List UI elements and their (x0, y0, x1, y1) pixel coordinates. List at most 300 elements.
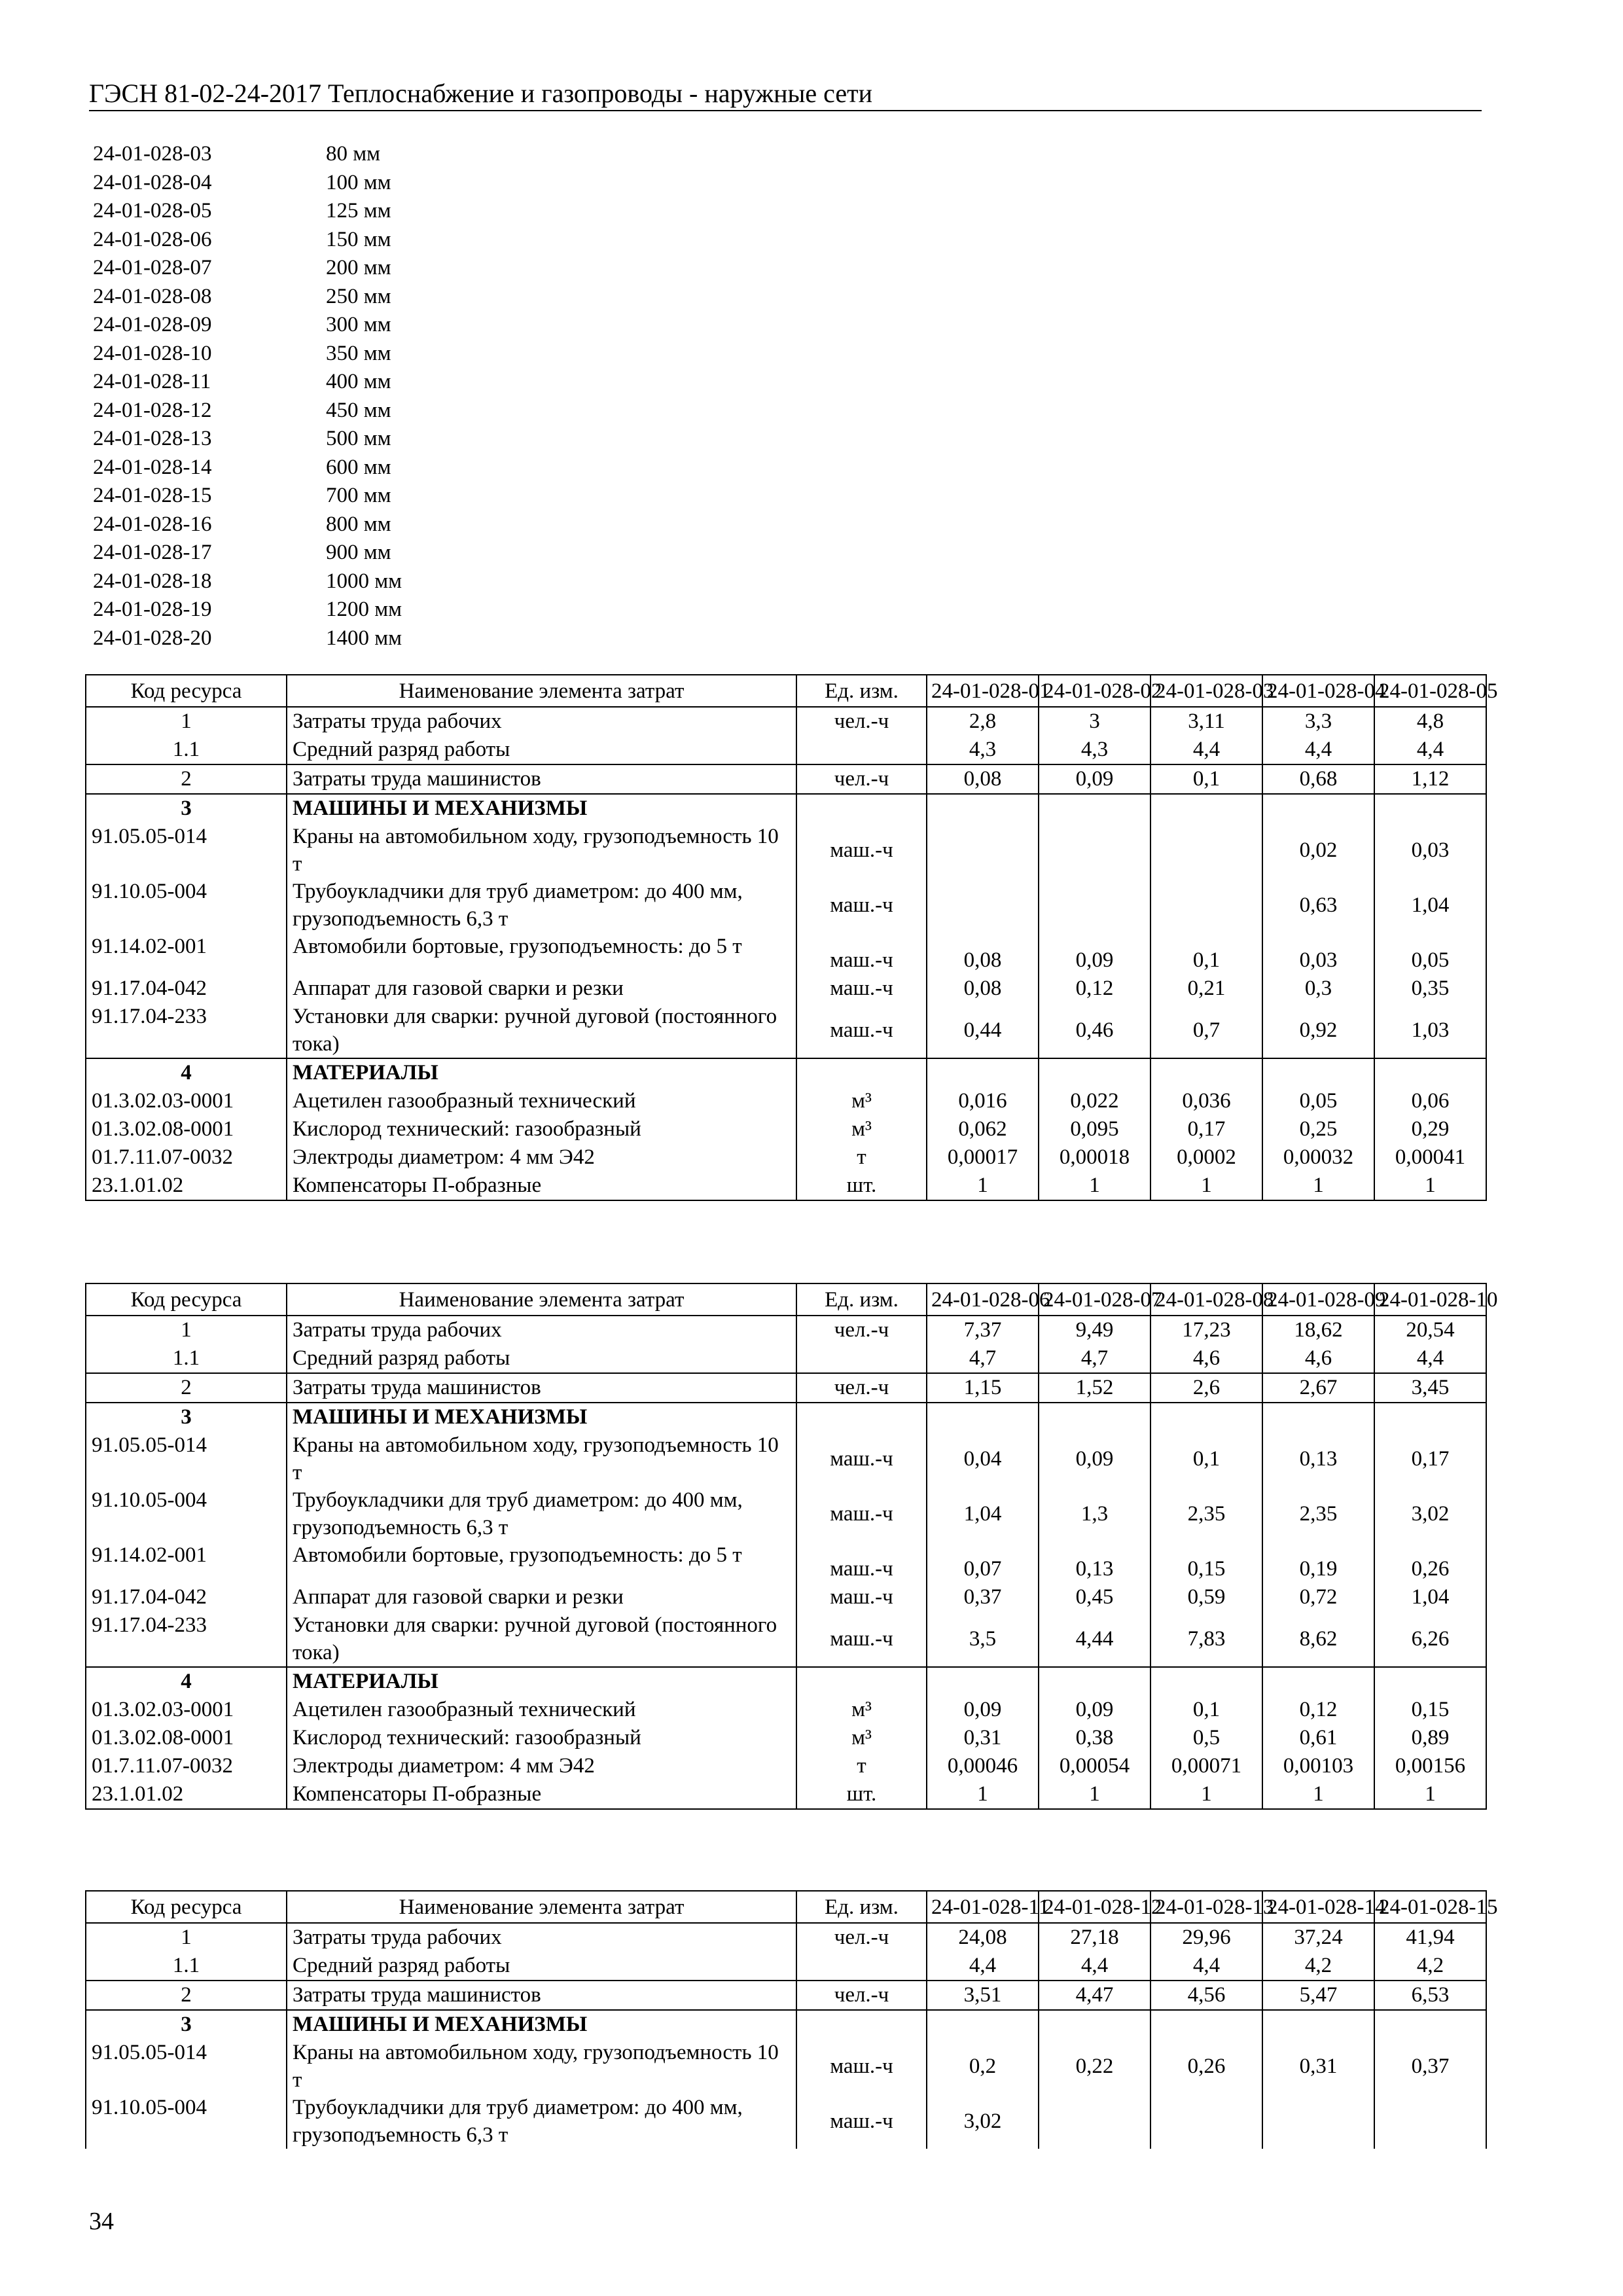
table-row (86, 1952, 1486, 1981)
value-cell: 4,8 (1374, 707, 1486, 736)
size-list-item (93, 140, 402, 169)
resource-code: 1.1 (86, 736, 287, 764)
value-cell: 0,46 (1039, 1003, 1150, 1058)
value-cell: 1,04 (1374, 878, 1486, 933)
value-cell: 0,31 (927, 1724, 1039, 1752)
table-row (86, 823, 1486, 878)
value-cell (1039, 2094, 1150, 2149)
value-cell: 4,3 (927, 736, 1039, 764)
value-cell: 0,00156 (1374, 1752, 1486, 1780)
resource-code: 1.1 (86, 1344, 287, 1373)
unit-cell: чел.-ч (796, 764, 927, 794)
value-cell (927, 823, 1039, 878)
resource-code: 91.17.04-233 (86, 1611, 287, 1667)
unit-cell (796, 2010, 927, 2039)
resource-code: 1 (86, 1316, 287, 1344)
norm-code: 24-01-028-10 (93, 341, 212, 365)
value-cell: 4,4 (1039, 1952, 1150, 1981)
value-cell: 0,1 (1150, 1696, 1262, 1724)
cost-element-name: Автомобили бортовые, грузоподъемность: до 5 т (287, 1541, 796, 1583)
pipe-diameter: 1000 мм (326, 569, 402, 593)
value-cell: 0,37 (927, 1583, 1039, 1611)
size-list-item (93, 254, 402, 283)
value-cell (927, 794, 1039, 823)
value-cell: 2,6 (1150, 1373, 1262, 1403)
value-cell: 0,26 (1150, 2039, 1262, 2094)
value-cell: 20,54 (1374, 1316, 1486, 1344)
norm-code: 24-01-028-17 (93, 541, 212, 564)
value-cell (1150, 2010, 1262, 2039)
unit-cell: чел.-ч (796, 1373, 927, 1403)
table-row (86, 1696, 1486, 1724)
value-cell: 0,72 (1262, 1583, 1374, 1611)
value-cell: 0,37 (1374, 2039, 1486, 2094)
table-row (86, 707, 1486, 736)
value-cell: 0,12 (1262, 1696, 1374, 1724)
unit-cell: т (796, 1752, 927, 1780)
table-row (86, 1058, 1486, 1087)
value-cell: 0,29 (1374, 1115, 1486, 1143)
unit-cell: маш.-ч (796, 2039, 927, 2094)
value-cell (1039, 823, 1150, 878)
value-cell: 0,1 (1150, 933, 1262, 975)
pipe-diameter: 1200 мм (326, 598, 402, 621)
pipe-diameter: 250 мм (326, 284, 391, 308)
cost-element-name: Трубоукладчики для труб диаметром: до 400 мм, грузоподъемность 6,3 т (287, 2094, 796, 2149)
value-cell: 0,062 (927, 1115, 1039, 1143)
cost-element-name: Средний разряд работы (287, 1952, 796, 1981)
col-header-norm: 24-01-028-08 (1150, 1283, 1262, 1316)
value-cell: 2,67 (1262, 1373, 1374, 1403)
resource-code: 3 (86, 794, 287, 823)
unit-cell: чел.-ч (796, 1923, 927, 1952)
table-row (86, 1780, 1486, 1809)
col-header-norm: 24-01-028-04 (1262, 675, 1374, 707)
resource-table-3 (85, 1890, 1498, 2149)
value-cell (1374, 1058, 1486, 1087)
pipe-diameter: 300 мм (326, 313, 391, 336)
col-header-code: Код ресурса (86, 1283, 287, 1316)
col-header-norm: 24-01-028-09 (1262, 1283, 1374, 1316)
size-list-item (93, 596, 402, 624)
value-cell: 0,06 (1374, 1087, 1486, 1115)
cost-element-name: Краны на автомобильном ходу, грузоподъемность 10 т (287, 823, 796, 878)
value-cell: 0,59 (1150, 1583, 1262, 1611)
cost-element-name: Средний разряд работы (287, 736, 796, 764)
resource-code: 1.1 (86, 1952, 287, 1981)
value-cell: 0,17 (1374, 1431, 1486, 1486)
size-list-item (93, 169, 402, 198)
table-row (86, 764, 1486, 794)
value-cell: 4,4 (1374, 736, 1486, 764)
value-cell (1262, 2094, 1374, 2149)
size-list-item (93, 311, 402, 340)
pipe-diameter: 600 мм (326, 455, 391, 479)
resource-code: 01.7.11.07-0032 (86, 1143, 287, 1172)
table-row (86, 2094, 1486, 2149)
value-cell: 41,94 (1374, 1923, 1486, 1952)
resource-code: 4 (86, 1058, 287, 1087)
value-cell: 0,0002 (1150, 1143, 1262, 1172)
value-cell: 7,83 (1150, 1611, 1262, 1667)
unit-cell (796, 1667, 927, 1696)
value-cell (1374, 2010, 1486, 2039)
value-cell (1039, 1667, 1150, 1696)
cost-element-name: Затраты труда рабочих (287, 1923, 796, 1952)
size-list-item (93, 340, 402, 368)
value-cell (1374, 794, 1486, 823)
value-cell: 0,63 (1262, 878, 1374, 933)
cost-element-name: Средний разряд работы (287, 1344, 796, 1373)
value-cell: 3,51 (927, 1981, 1039, 2010)
cost-element-name: Затраты труда машинистов (287, 764, 796, 794)
resource-code: 01.3.02.08-0001 (86, 1115, 287, 1143)
table-header-row (86, 1891, 1486, 1923)
table-row (86, 1115, 1486, 1143)
value-cell: 29,96 (1150, 1923, 1262, 1952)
col-header-code: Код ресурса (86, 675, 287, 707)
resource-code: 91.05.05-014 (86, 1431, 287, 1486)
cost-element-name: Краны на автомобильном ходу, грузоподъемность 10 т (287, 1431, 796, 1486)
running-header: ГЭСН 81-02-24-2017 Теплоснабжение и газопроводы - наружные сети (89, 77, 1482, 111)
unit-cell: м³ (796, 1696, 927, 1724)
cost-element-name: Кислород технический: газообразный (287, 1115, 796, 1143)
value-cell: 0,2 (927, 2039, 1039, 2094)
value-cell: 3,45 (1374, 1373, 1486, 1403)
value-cell: 6,53 (1374, 1981, 1486, 2010)
unit-cell: маш.-ч (796, 1583, 927, 1611)
value-cell: 0,00054 (1039, 1752, 1150, 1780)
value-cell: 3 (1039, 707, 1150, 736)
value-cell: 1 (1374, 1780, 1486, 1809)
resource-code: 3 (86, 2010, 287, 2039)
value-cell: 4,47 (1039, 1981, 1150, 2010)
value-cell: 4,4 (1262, 736, 1374, 764)
value-cell: 1 (1039, 1780, 1150, 1809)
cost-element-name: Ацетилен газообразный технический (287, 1087, 796, 1115)
value-cell: 0,15 (1374, 1696, 1486, 1724)
unit-cell (796, 794, 927, 823)
value-cell: 3,02 (1374, 1486, 1486, 1541)
value-cell: 4,2 (1262, 1952, 1374, 1981)
unit-cell: м³ (796, 1087, 927, 1115)
col-header-unit: Ед. изм. (796, 675, 927, 707)
norm-code: 24-01-028-07 (93, 256, 212, 279)
col-header-name: Наименование элемента затрат (287, 1891, 796, 1923)
norm-code: 24-01-028-19 (93, 598, 212, 621)
value-cell (1262, 794, 1374, 823)
resource-code: 01.7.11.07-0032 (86, 1752, 287, 1780)
value-cell (1374, 1403, 1486, 1431)
value-cell: 0,08 (927, 975, 1039, 1003)
cost-element-name: Кислород технический: газообразный (287, 1724, 796, 1752)
value-cell: 1 (927, 1780, 1039, 1809)
resource-code: 4 (86, 1667, 287, 1696)
col-header-norm: 24-01-028-07 (1039, 1283, 1150, 1316)
value-cell: 0,26 (1374, 1541, 1486, 1583)
value-cell: 0,00103 (1262, 1752, 1374, 1780)
pipe-diameter: 400 мм (326, 370, 391, 393)
value-cell: 37,24 (1262, 1923, 1374, 1952)
unit-cell: м³ (796, 1115, 927, 1143)
unit-cell: шт. (796, 1172, 927, 1200)
value-cell: 4,6 (1150, 1344, 1262, 1373)
resource-code: 23.1.01.02 (86, 1780, 287, 1809)
value-cell: 0,21 (1150, 975, 1262, 1003)
value-cell: 1,04 (1374, 1583, 1486, 1611)
value-cell: 0,61 (1262, 1724, 1374, 1752)
resource-code: 91.14.02-001 (86, 933, 287, 975)
value-cell: 0,15 (1150, 1541, 1262, 1583)
value-cell: 0,03 (1262, 933, 1374, 975)
cost-element-name: Электроды диаметром: 4 мм Э42 (287, 1143, 796, 1172)
size-list-item (93, 567, 402, 596)
value-cell: 0,12 (1039, 975, 1150, 1003)
value-cell: 0,38 (1039, 1724, 1150, 1752)
value-cell: 4,3 (1039, 736, 1150, 764)
cost-element-name: Ацетилен газообразный технический (287, 1696, 796, 1724)
unit-cell: маш.-ч (796, 1541, 927, 1583)
table-row (86, 1316, 1486, 1344)
table-row (86, 933, 1486, 975)
value-cell: 0,1 (1150, 764, 1262, 794)
cost-element-name: Краны на автомобильном ходу, грузоподъемность 10 т (287, 2039, 796, 2094)
unit-cell: маш.-ч (796, 878, 927, 933)
value-cell: 1,15 (927, 1373, 1039, 1403)
size-list-item (93, 283, 402, 312)
cost-element-name: МАШИНЫ И МЕХАНИЗМЫ (287, 2010, 796, 2039)
cost-element-name: МАТЕРИАЛЫ (287, 1667, 796, 1696)
resource-table-2 (85, 1283, 1498, 1810)
value-cell: 0,095 (1039, 1115, 1150, 1143)
value-cell: 0,03 (1374, 823, 1486, 878)
pipe-diameter: 900 мм (326, 541, 391, 564)
value-cell (927, 1667, 1039, 1696)
resource-code: 01.3.02.03-0001 (86, 1696, 287, 1724)
value-cell: 0,00041 (1374, 1143, 1486, 1172)
cost-element-name: Электроды диаметром: 4 мм Э42 (287, 1752, 796, 1780)
unit-cell: чел.-ч (796, 1316, 927, 1344)
pipe-diameter: 150 мм (326, 227, 391, 251)
value-cell (927, 878, 1039, 933)
unit-cell: т (796, 1143, 927, 1172)
value-cell (1150, 2094, 1262, 2149)
pipe-diameter: 125 мм (326, 199, 391, 223)
value-cell: 0,00018 (1039, 1143, 1150, 1172)
unit-cell: маш.-ч (796, 1611, 927, 1667)
pipe-diameter: 1400 мм (326, 626, 402, 650)
table-row (86, 1003, 1486, 1058)
value-cell: 3,3 (1262, 707, 1374, 736)
resource-code: 91.10.05-004 (86, 878, 287, 933)
unit-cell: м³ (796, 1724, 927, 1752)
cost-element-name: Компенсаторы П-образные (287, 1172, 796, 1200)
page-number: 34 (89, 2208, 114, 2235)
table-row (86, 2039, 1486, 2094)
value-cell: 0,92 (1262, 1003, 1374, 1058)
value-cell: 0,00032 (1262, 1143, 1374, 1172)
table-row (86, 975, 1486, 1003)
value-cell: 1 (1374, 1172, 1486, 1200)
norm-code: 24-01-028-16 (93, 512, 212, 536)
value-cell: 0,5 (1150, 1724, 1262, 1752)
value-cell: 0,44 (927, 1003, 1039, 1058)
col-header-norm: 24-01-028-01 (927, 675, 1039, 707)
table-row (86, 1752, 1486, 1780)
table-row (86, 1611, 1486, 1667)
value-cell (1374, 2094, 1486, 2149)
value-cell: 0,13 (1262, 1431, 1374, 1486)
value-cell: 0,05 (1374, 933, 1486, 975)
table-row (86, 1667, 1486, 1696)
pipe-diameter: 700 мм (326, 484, 391, 507)
norm-code: 24-01-028-18 (93, 569, 212, 593)
pipe-diameter: 500 мм (326, 427, 391, 450)
value-cell: 4,4 (1150, 1952, 1262, 1981)
col-header-norm: 24-01-028-10 (1374, 1283, 1486, 1316)
cost-element-name: Затраты труда машинистов (287, 1373, 796, 1403)
cost-element-name: МАТЕРИАЛЫ (287, 1058, 796, 1087)
value-cell (1039, 1058, 1150, 1087)
value-cell: 0,89 (1374, 1724, 1486, 1752)
value-cell: 4,6 (1262, 1344, 1374, 1373)
size-list-item (93, 425, 402, 454)
value-cell: 2,35 (1262, 1486, 1374, 1541)
unit-cell (796, 736, 927, 764)
cost-element-name: Затраты труда машинистов (287, 1981, 796, 2010)
col-header-unit: Ед. изм. (796, 1891, 927, 1923)
value-cell: 1,03 (1374, 1003, 1486, 1058)
resource-table-1 (85, 674, 1498, 1201)
size-list-item (93, 197, 402, 226)
table-row (86, 1981, 1486, 2010)
unit-cell (796, 1952, 927, 1981)
unit-cell: маш.-ч (796, 1431, 927, 1486)
value-cell: 0,05 (1262, 1087, 1374, 1115)
value-cell: 24,08 (927, 1923, 1039, 1952)
norm-code: 24-01-028-14 (93, 455, 212, 479)
col-header-norm: 24-01-028-02 (1039, 675, 1150, 707)
value-cell: 2,8 (927, 707, 1039, 736)
value-cell: 0,08 (927, 933, 1039, 975)
unit-cell (796, 1403, 927, 1431)
value-cell: 0,09 (1039, 933, 1150, 975)
resource-code: 91.17.04-042 (86, 975, 287, 1003)
unit-cell: маш.-ч (796, 1003, 927, 1058)
resource-code: 2 (86, 1981, 287, 2010)
value-cell: 0,22 (1039, 2039, 1150, 2094)
cost-element-name: Трубоукладчики для труб диаметром: до 400 мм, грузоподъемность 6,3 т (287, 878, 796, 933)
value-cell: 1 (1150, 1172, 1262, 1200)
size-list-item (93, 368, 402, 397)
resource-code: 1 (86, 707, 287, 736)
size-list-item (93, 397, 402, 425)
size-list-item (93, 454, 402, 482)
value-cell: 0,00017 (927, 1143, 1039, 1172)
value-cell: 1,3 (1039, 1486, 1150, 1541)
pipe-diameter: 80 мм (326, 142, 381, 166)
value-cell: 6,26 (1374, 1611, 1486, 1667)
table-row (86, 1373, 1486, 1403)
table-row (86, 736, 1486, 764)
resource-code: 3 (86, 1403, 287, 1431)
value-cell (1150, 1058, 1262, 1087)
value-cell (1262, 1403, 1374, 1431)
value-cell: 0,02 (1262, 823, 1374, 878)
value-cell (1039, 2010, 1150, 2039)
value-cell (1262, 1667, 1374, 1696)
norm-code: 24-01-028-12 (93, 398, 212, 422)
value-cell: 0,17 (1150, 1115, 1262, 1143)
norm-code: 24-01-028-04 (93, 170, 212, 194)
value-cell: 1 (1262, 1172, 1374, 1200)
cost-element-name: Установки для сварки: ручной дуговой (постоянного тока) (287, 1003, 796, 1058)
value-cell: 4,4 (927, 1952, 1039, 1981)
col-header-code: Код ресурса (86, 1891, 287, 1923)
table-row (86, 2010, 1486, 2039)
value-cell (1039, 794, 1150, 823)
table-row (86, 1431, 1486, 1486)
unit-cell: маш.-ч (796, 1486, 927, 1541)
value-cell: 0,35 (1374, 975, 1486, 1003)
value-cell: 0,04 (927, 1431, 1039, 1486)
table-row (86, 794, 1486, 823)
value-cell: 0,19 (1262, 1541, 1374, 1583)
unit-cell: шт. (796, 1780, 927, 1809)
value-cell: 0,09 (1039, 1696, 1150, 1724)
value-cell (927, 1403, 1039, 1431)
value-cell: 18,62 (1262, 1316, 1374, 1344)
cost-element-name: Аппарат для газовой сварки и резки (287, 975, 796, 1003)
value-cell (1039, 1403, 1150, 1431)
unit-cell (796, 1344, 927, 1373)
value-cell: 5,47 (1262, 1981, 1374, 2010)
norm-code: 24-01-028-03 (93, 142, 212, 166)
table-row (86, 1486, 1486, 1541)
norm-code: 24-01-028-13 (93, 427, 212, 450)
value-cell: 0,25 (1262, 1115, 1374, 1143)
norm-code: 24-01-028-20 (93, 626, 212, 650)
value-cell: 2,35 (1150, 1486, 1262, 1541)
norm-code: 24-01-028-09 (93, 313, 212, 336)
value-cell: 0,45 (1039, 1583, 1150, 1611)
resource-code: 1 (86, 1923, 287, 1952)
col-header-norm: 24-01-028-12 (1039, 1891, 1150, 1923)
col-header-unit: Ед. изм. (796, 1283, 927, 1316)
col-header-norm: 24-01-028-03 (1150, 675, 1262, 707)
value-cell: 1 (1262, 1780, 1374, 1809)
unit-cell: чел.-ч (796, 707, 927, 736)
resource-code: 91.17.04-042 (86, 1583, 287, 1611)
value-cell (1150, 1667, 1262, 1696)
cost-element-name: Установки для сварки: ручной дуговой (постоянного тока) (287, 1611, 796, 1667)
value-cell (927, 1058, 1039, 1087)
value-cell: 4,4 (1150, 736, 1262, 764)
col-header-name: Наименование элемента затрат (287, 1283, 796, 1316)
value-cell: 0,09 (927, 1696, 1039, 1724)
pipe-diameter: 350 мм (326, 341, 391, 365)
value-cell: 0,016 (927, 1087, 1039, 1115)
pipe-diameter: 450 мм (326, 398, 391, 422)
value-cell: 0,00046 (927, 1752, 1039, 1780)
size-list-item (93, 511, 402, 539)
value-cell: 0,09 (1039, 1431, 1150, 1486)
norm-code: 24-01-028-05 (93, 199, 212, 223)
size-list-item (93, 226, 402, 255)
value-cell: 1,12 (1374, 764, 1486, 794)
value-cell: 4,44 (1039, 1611, 1150, 1667)
resource-code: 2 (86, 764, 287, 794)
